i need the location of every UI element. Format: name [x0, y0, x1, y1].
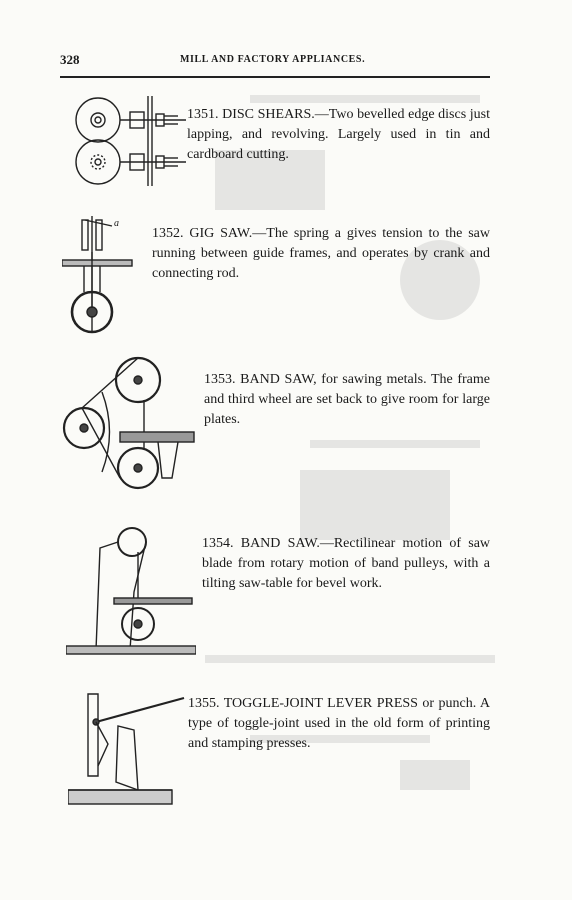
entry-1353 — [204, 370, 490, 430]
entry-text: DISC SHEARS.—Two bevelled edge discs just lapping, and revolving. Largely used in tin and cardboard cutting. — [187, 107, 490, 162]
toggle-joint-press-illustration — [68, 686, 186, 808]
gig-saw-illustration — [62, 212, 162, 342]
figure-label-a: a — [114, 218, 119, 229]
metal-band-saw-illustration — [62, 352, 198, 492]
entry-text: BAND SAW, for sawing metals. The frame and third wheel are set back to give room for large plates. — [204, 372, 491, 427]
entry-1352 — [152, 224, 490, 284]
entry-number: 1355. — [188, 696, 220, 711]
page-number: 328 — [60, 52, 80, 67]
entry-text: BAND SAW.—Rectilinear motion of saw blade from rotary motion of band pulleys, with a tilting saw-table for bevel work. — [202, 536, 491, 591]
entry-1355 — [188, 694, 490, 754]
page-header — [60, 52, 490, 74]
entry-number: 1353. — [204, 372, 236, 387]
running-title: MILL AND FACTORY APPLIANCES. — [180, 54, 366, 65]
band-saw-tilting-table-illustration — [66, 522, 196, 656]
entry-number: 1351. — [187, 107, 219, 122]
entry-number: 1352. — [152, 226, 184, 241]
entry-text: TOGGLE-JOINT LEVER PRESS or punch. A type of toggle-joint used in the old form of printing and stamping presses. — [188, 696, 491, 751]
entry-text: GIG SAW.—The spring a gives tension to the saw running between guide frames, and operates by crank and connecting rod. — [152, 226, 491, 281]
disc-shears-illustration — [68, 92, 188, 190]
header-rule — [60, 76, 490, 78]
entry-1354 — [202, 534, 490, 594]
entry-1351 — [187, 105, 490, 165]
entry-number: 1354. — [202, 536, 234, 551]
